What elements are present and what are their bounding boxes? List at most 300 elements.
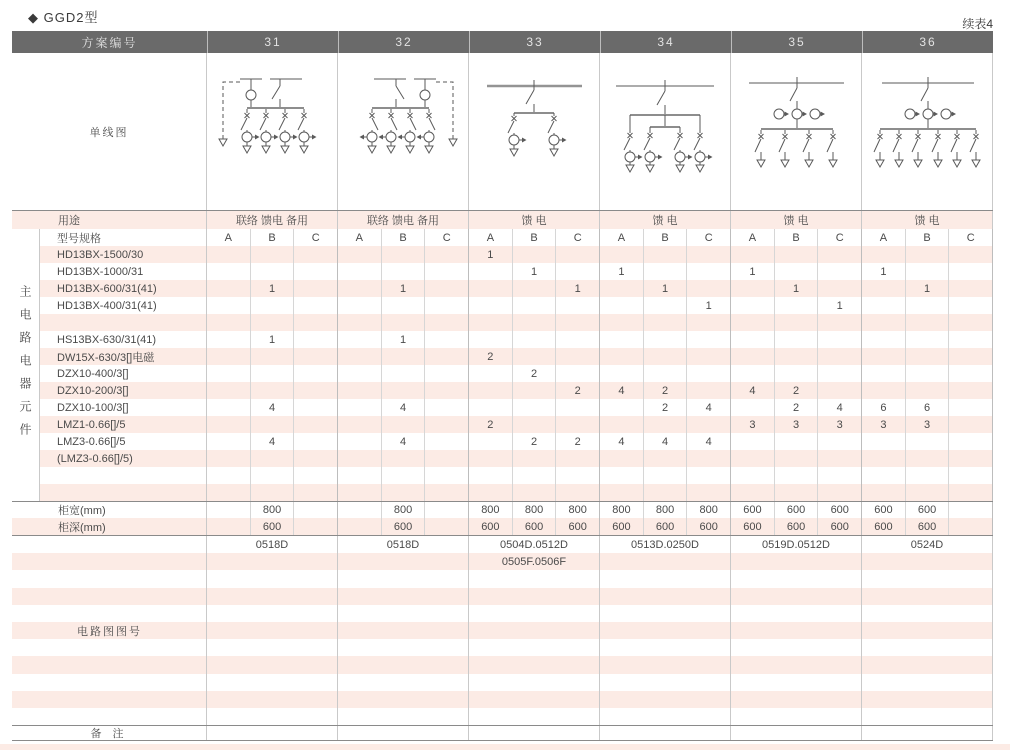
qty-cell bbox=[207, 348, 251, 365]
qty-cell: 3 bbox=[775, 416, 819, 433]
qty-cell bbox=[687, 484, 731, 501]
component-row bbox=[40, 365, 993, 382]
circuit-diagram-number bbox=[338, 605, 469, 622]
qty-cell: 4 bbox=[382, 433, 426, 450]
qty-cell bbox=[862, 433, 906, 450]
qty-cell bbox=[338, 484, 382, 501]
circuit-diagram-number bbox=[207, 674, 338, 691]
diagram-row-label: 单线图 bbox=[12, 53, 207, 210]
qty-cell: 1 bbox=[513, 263, 557, 280]
usage-row-label: 用途 bbox=[12, 211, 207, 229]
qty-cell bbox=[775, 450, 819, 467]
circuit-diagram-row bbox=[12, 708, 993, 725]
qty-cell bbox=[556, 348, 600, 365]
single-line-diagram-31 bbox=[207, 53, 338, 210]
single-line-diagram-34 bbox=[600, 53, 731, 210]
qty-cell bbox=[600, 467, 644, 484]
remark-cell bbox=[338, 726, 469, 740]
circuit-diagram-number: 0518D bbox=[207, 536, 338, 553]
circuit-diagram-number bbox=[600, 570, 731, 587]
scheme-number: 34 bbox=[600, 31, 731, 53]
side-label-strip bbox=[12, 229, 40, 501]
qty-cell bbox=[425, 280, 469, 297]
circuit-diagram-row bbox=[12, 605, 993, 622]
qty-cell bbox=[207, 365, 251, 382]
circuit-label-spacer bbox=[12, 708, 207, 725]
circuit-diagram-number bbox=[731, 674, 862, 691]
usage-value: 馈 电 bbox=[469, 211, 600, 229]
circuit-diagram-label: 电路图图号 bbox=[77, 625, 142, 638]
qty-cell bbox=[425, 382, 469, 399]
qty-cell: 4 bbox=[687, 399, 731, 416]
component-model: HD13BX-600/31(41) bbox=[40, 280, 207, 297]
circuit-diagram-number bbox=[862, 656, 993, 673]
qty-cell: 1 bbox=[556, 280, 600, 297]
circuit-diagram-number bbox=[731, 639, 862, 656]
cabinet-width-value: 600 bbox=[906, 502, 950, 518]
qty-cell bbox=[600, 484, 644, 501]
column-letter: A bbox=[731, 229, 775, 246]
cabinet-width-value bbox=[338, 502, 382, 518]
qty-cell bbox=[906, 297, 950, 314]
qty-cell bbox=[644, 331, 688, 348]
cabinet-depth-value bbox=[338, 518, 382, 535]
circuit-diagram-number bbox=[862, 708, 993, 725]
circuit-diagram-number bbox=[731, 588, 862, 605]
remark-row bbox=[12, 725, 993, 741]
cabinet-depth-value: 600 bbox=[906, 518, 950, 535]
circuit-diagram-number bbox=[600, 656, 731, 673]
qty-cell bbox=[687, 382, 731, 399]
qty-cell: 1 bbox=[862, 263, 906, 280]
scheme-number: 36 bbox=[862, 31, 993, 53]
qty-cell bbox=[949, 246, 993, 263]
remark-cell bbox=[731, 726, 862, 740]
qty-cells bbox=[207, 246, 993, 263]
qty-cell bbox=[775, 467, 819, 484]
circuit-diagram-number bbox=[600, 674, 731, 691]
cabinet-depth-value: 600 bbox=[251, 518, 295, 535]
qty-cell bbox=[425, 263, 469, 280]
qty-cell bbox=[600, 280, 644, 297]
qty-cell bbox=[949, 280, 993, 297]
qty-cell bbox=[207, 484, 251, 501]
qty-cell bbox=[906, 331, 950, 348]
qty-cell bbox=[775, 314, 819, 331]
qty-cell bbox=[207, 331, 251, 348]
qty-cell: 4 bbox=[687, 433, 731, 450]
scheme-number: 31 bbox=[207, 31, 338, 53]
qty-cell bbox=[513, 399, 557, 416]
circuit-diagram-number bbox=[207, 639, 338, 656]
cabinet-width-value: 800 bbox=[687, 502, 731, 518]
scheme-number: 32 bbox=[338, 31, 469, 53]
cabinet-depth-row bbox=[12, 518, 993, 535]
qty-cell bbox=[425, 365, 469, 382]
circuit-diagram-number bbox=[469, 708, 600, 725]
component-row bbox=[40, 484, 993, 501]
cabinet-depth-value: 600 bbox=[556, 518, 600, 535]
qty-cells bbox=[207, 450, 993, 467]
circuit-diagram-number bbox=[600, 708, 731, 725]
component-section bbox=[12, 229, 993, 501]
cabinet-width-value: 800 bbox=[251, 502, 295, 518]
qty-cells bbox=[207, 365, 993, 382]
component-model: HD13BX-1000/31 bbox=[40, 263, 207, 280]
qty-cell bbox=[469, 280, 513, 297]
circuit-diagram-number bbox=[469, 639, 600, 656]
qty-cell bbox=[862, 297, 906, 314]
qty-cell bbox=[425, 450, 469, 467]
component-model bbox=[40, 314, 207, 331]
qty-cell bbox=[251, 467, 295, 484]
qty-cell bbox=[382, 484, 426, 501]
component-row bbox=[40, 297, 993, 314]
scheme-number: 35 bbox=[731, 31, 862, 53]
qty-cell bbox=[600, 246, 644, 263]
qty-cell: 1 bbox=[382, 280, 426, 297]
qty-cell bbox=[862, 331, 906, 348]
qty-cell bbox=[425, 484, 469, 501]
qty-cell bbox=[818, 467, 862, 484]
qty-cell bbox=[425, 314, 469, 331]
qty-cell bbox=[687, 331, 731, 348]
column-letter: C bbox=[556, 229, 600, 246]
qty-cell bbox=[469, 433, 513, 450]
circuit-diagram-row bbox=[12, 553, 993, 570]
circuit-diagram-number bbox=[862, 674, 993, 691]
usage-value: 馈 电 bbox=[600, 211, 731, 229]
qty-cell: 2 bbox=[513, 433, 557, 450]
qty-cell bbox=[556, 263, 600, 280]
qty-cell bbox=[469, 484, 513, 501]
qty-cell bbox=[338, 416, 382, 433]
cabinet-depth-cells bbox=[207, 518, 993, 535]
qty-cell: 3 bbox=[906, 416, 950, 433]
qty-cell bbox=[338, 399, 382, 416]
qty-cells bbox=[207, 331, 993, 348]
qty-cell bbox=[687, 467, 731, 484]
qty-cell bbox=[731, 433, 775, 450]
circuit-label-spacer bbox=[12, 553, 207, 570]
qty-cell bbox=[862, 484, 906, 501]
qty-cell bbox=[469, 467, 513, 484]
cabinet-width-value bbox=[294, 502, 338, 518]
circuit-diagram-number bbox=[207, 570, 338, 587]
qty-cell bbox=[949, 365, 993, 382]
qty-cell bbox=[906, 314, 950, 331]
qty-cell: 2 bbox=[513, 365, 557, 382]
qty-cell bbox=[513, 467, 557, 484]
circuit-diagram-number bbox=[338, 639, 469, 656]
circuit-label-spacer bbox=[12, 622, 207, 639]
component-row bbox=[40, 450, 993, 467]
qty-cell: 1 bbox=[469, 246, 513, 263]
qty-cell bbox=[556, 365, 600, 382]
qty-cell bbox=[382, 263, 426, 280]
circuit-diagram-row bbox=[12, 639, 993, 656]
qty-cell bbox=[207, 280, 251, 297]
qty-cell bbox=[294, 467, 338, 484]
qty-cell bbox=[382, 450, 426, 467]
qty-cell bbox=[862, 314, 906, 331]
qty-cell bbox=[687, 348, 731, 365]
circuit-diagram-number bbox=[338, 570, 469, 587]
qty-cell bbox=[251, 297, 295, 314]
circuit-diagram-number bbox=[207, 691, 338, 708]
qty-cell bbox=[338, 280, 382, 297]
qty-cell bbox=[382, 314, 426, 331]
column-letter: C bbox=[818, 229, 862, 246]
qty-cell bbox=[775, 331, 819, 348]
qty-cell bbox=[207, 382, 251, 399]
circuit-diagram-number bbox=[207, 605, 338, 622]
circuit-diagram-number: 0518D bbox=[338, 536, 469, 553]
cabinet-depth-value: 600 bbox=[687, 518, 731, 535]
qty-cell bbox=[251, 416, 295, 433]
qty-cell: 2 bbox=[469, 348, 513, 365]
qty-cell bbox=[600, 348, 644, 365]
circuit-diagram-number bbox=[731, 691, 862, 708]
model-header-row bbox=[40, 229, 993, 246]
qty-cells bbox=[207, 263, 993, 280]
qty-cell bbox=[775, 246, 819, 263]
circuit-diagram-row bbox=[12, 656, 993, 673]
qty-cell bbox=[906, 450, 950, 467]
qty-cell bbox=[251, 450, 295, 467]
qty-cell bbox=[556, 246, 600, 263]
remark-label: 备 注 bbox=[12, 726, 207, 740]
cabinet-width-label: 柜宽(mm) bbox=[12, 502, 207, 518]
qty-cell bbox=[513, 280, 557, 297]
qty-cell bbox=[338, 331, 382, 348]
qty-cell bbox=[644, 365, 688, 382]
column-letter: C bbox=[687, 229, 731, 246]
cabinet-depth-value bbox=[949, 518, 993, 535]
qty-cell bbox=[731, 348, 775, 365]
qty-cell bbox=[731, 450, 775, 467]
qty-cell bbox=[338, 246, 382, 263]
qty-cell bbox=[949, 433, 993, 450]
qty-cell bbox=[556, 467, 600, 484]
qty-cell bbox=[687, 365, 731, 382]
cabinet-width-value: 800 bbox=[556, 502, 600, 518]
qty-cell bbox=[600, 450, 644, 467]
qty-cell bbox=[644, 450, 688, 467]
usage-row bbox=[12, 211, 993, 229]
qty-cell bbox=[687, 314, 731, 331]
qty-cell: 1 bbox=[731, 263, 775, 280]
qty-cell bbox=[382, 348, 426, 365]
qty-cell bbox=[862, 348, 906, 365]
qty-cell: 1 bbox=[251, 280, 295, 297]
qty-cell: 2 bbox=[556, 382, 600, 399]
qty-cell: 2 bbox=[644, 399, 688, 416]
qty-cell bbox=[644, 263, 688, 280]
qty-cell bbox=[207, 433, 251, 450]
qty-cell bbox=[513, 331, 557, 348]
component-model: HD13BX-1500/30 bbox=[40, 246, 207, 263]
qty-cell bbox=[425, 467, 469, 484]
cabinet-depth-value: 600 bbox=[382, 518, 426, 535]
qty-cell bbox=[862, 246, 906, 263]
qty-cell bbox=[906, 365, 950, 382]
cabinet-width-value: 600 bbox=[731, 502, 775, 518]
component-model: DZX10-400/3[] bbox=[40, 365, 207, 382]
cabinet-width-cells bbox=[207, 502, 993, 518]
component-row bbox=[40, 331, 993, 348]
qty-cell bbox=[513, 348, 557, 365]
component-row bbox=[40, 416, 993, 433]
qty-cell bbox=[425, 297, 469, 314]
qty-cell: 1 bbox=[818, 297, 862, 314]
qty-cell bbox=[949, 467, 993, 484]
circuit-diagram-row bbox=[12, 536, 993, 553]
qty-cell bbox=[469, 450, 513, 467]
qty-cells bbox=[207, 433, 993, 450]
qty-cell bbox=[294, 433, 338, 450]
circuit-diagram-number bbox=[469, 691, 600, 708]
qty-cell bbox=[906, 348, 950, 365]
qty-cell: 4 bbox=[600, 433, 644, 450]
qty-cell: 2 bbox=[775, 399, 819, 416]
qty-cell bbox=[207, 416, 251, 433]
qty-cell: 1 bbox=[687, 297, 731, 314]
qty-cell bbox=[294, 246, 338, 263]
qty-cell bbox=[775, 297, 819, 314]
qty-cell bbox=[513, 450, 557, 467]
circuit-diagram-number bbox=[600, 691, 731, 708]
qty-cell bbox=[338, 467, 382, 484]
qty-cell bbox=[207, 450, 251, 467]
qty-cell bbox=[294, 280, 338, 297]
circuit-label-spacer bbox=[12, 674, 207, 691]
qty-cells bbox=[207, 314, 993, 331]
column-letter: B bbox=[906, 229, 950, 246]
component-model: (LMZ3-0.66[]/5) bbox=[40, 450, 207, 467]
qty-cell bbox=[818, 450, 862, 467]
circuit-diagram-number bbox=[862, 570, 993, 587]
qty-cell: 4 bbox=[644, 433, 688, 450]
qty-cell bbox=[818, 280, 862, 297]
component-model: HD13BX-400/31(41) bbox=[40, 297, 207, 314]
component-model bbox=[40, 484, 207, 501]
qty-cell: 2 bbox=[644, 382, 688, 399]
qty-cell bbox=[731, 484, 775, 501]
qty-cell bbox=[425, 416, 469, 433]
remark-cell bbox=[207, 726, 338, 740]
qty-cell bbox=[469, 365, 513, 382]
qty-cell bbox=[513, 297, 557, 314]
component-row bbox=[40, 246, 993, 263]
qty-cells bbox=[207, 382, 993, 399]
qty-cell bbox=[906, 433, 950, 450]
qty-cell bbox=[949, 416, 993, 433]
qty-cell bbox=[862, 365, 906, 382]
circuit-label-spacer bbox=[12, 588, 207, 605]
qty-cell bbox=[251, 246, 295, 263]
qty-cells bbox=[207, 484, 993, 501]
scheme-number: 33 bbox=[469, 31, 600, 53]
qty-cell bbox=[687, 280, 731, 297]
cabinet-depth-value: 600 bbox=[818, 518, 862, 535]
qty-cell bbox=[382, 297, 426, 314]
qty-cell bbox=[207, 263, 251, 280]
qty-cell bbox=[382, 467, 426, 484]
circuit-label-spacer bbox=[12, 639, 207, 656]
cabinet-depth-value bbox=[425, 518, 469, 535]
circuit-label-spacer bbox=[12, 570, 207, 587]
qty-cell bbox=[906, 382, 950, 399]
qty-cell bbox=[644, 314, 688, 331]
qty-cell bbox=[731, 280, 775, 297]
qty-cell bbox=[207, 399, 251, 416]
qty-cell bbox=[382, 246, 426, 263]
qty-cell bbox=[294, 365, 338, 382]
column-letter: B bbox=[513, 229, 557, 246]
column-letter-cells bbox=[207, 229, 993, 246]
circuit-diagram-number: 0513D.0250D bbox=[600, 536, 731, 553]
component-row bbox=[40, 467, 993, 484]
qty-cell bbox=[207, 314, 251, 331]
qty-cell bbox=[338, 314, 382, 331]
qty-cell bbox=[294, 484, 338, 501]
single-line-diagram-33 bbox=[469, 53, 600, 210]
circuit-diagram-number bbox=[338, 622, 469, 639]
qty-cell bbox=[338, 348, 382, 365]
component-rows bbox=[40, 229, 993, 501]
cabinet-width-value bbox=[949, 502, 993, 518]
qty-cell bbox=[862, 450, 906, 467]
qty-cell bbox=[251, 263, 295, 280]
qty-cell: 1 bbox=[644, 280, 688, 297]
circuit-diagram-number bbox=[338, 674, 469, 691]
circuit-diagram-number: 0524D bbox=[862, 536, 993, 553]
qty-cell bbox=[687, 416, 731, 433]
component-row bbox=[40, 399, 993, 416]
circuit-diagram-number bbox=[469, 656, 600, 673]
scheme-header-label: 方案编号 bbox=[81, 35, 138, 50]
page-title: ◆ GGD2型 bbox=[28, 10, 99, 25]
circuit-diagram-row bbox=[12, 674, 993, 691]
column-letter: C bbox=[294, 229, 338, 246]
remark-cell bbox=[469, 726, 600, 740]
qty-cell bbox=[818, 382, 862, 399]
qty-cell bbox=[949, 314, 993, 331]
cabinet-depth-value: 600 bbox=[862, 518, 906, 535]
usage-value: 馈 电 bbox=[862, 211, 993, 229]
side-label: 主电路电器元件 bbox=[18, 284, 32, 446]
circuit-diagram-number bbox=[731, 605, 862, 622]
qty-cell bbox=[949, 484, 993, 501]
circuit-diagram-row bbox=[12, 691, 993, 708]
circuit-diagram-number bbox=[731, 708, 862, 725]
qty-cell bbox=[818, 263, 862, 280]
qty-cell bbox=[425, 433, 469, 450]
component-row bbox=[40, 280, 993, 297]
usage-value: 馈 电 bbox=[731, 211, 862, 229]
model-header-label: 型号规格 bbox=[40, 229, 207, 246]
qty-cell bbox=[556, 416, 600, 433]
qty-cell bbox=[251, 382, 295, 399]
qty-cell bbox=[949, 297, 993, 314]
qty-cell: 2 bbox=[469, 416, 513, 433]
cabinet-depth-value: 600 bbox=[775, 518, 819, 535]
qty-cell bbox=[600, 399, 644, 416]
qty-cell bbox=[338, 433, 382, 450]
qty-cell bbox=[513, 484, 557, 501]
circuit-diagram-number bbox=[600, 605, 731, 622]
